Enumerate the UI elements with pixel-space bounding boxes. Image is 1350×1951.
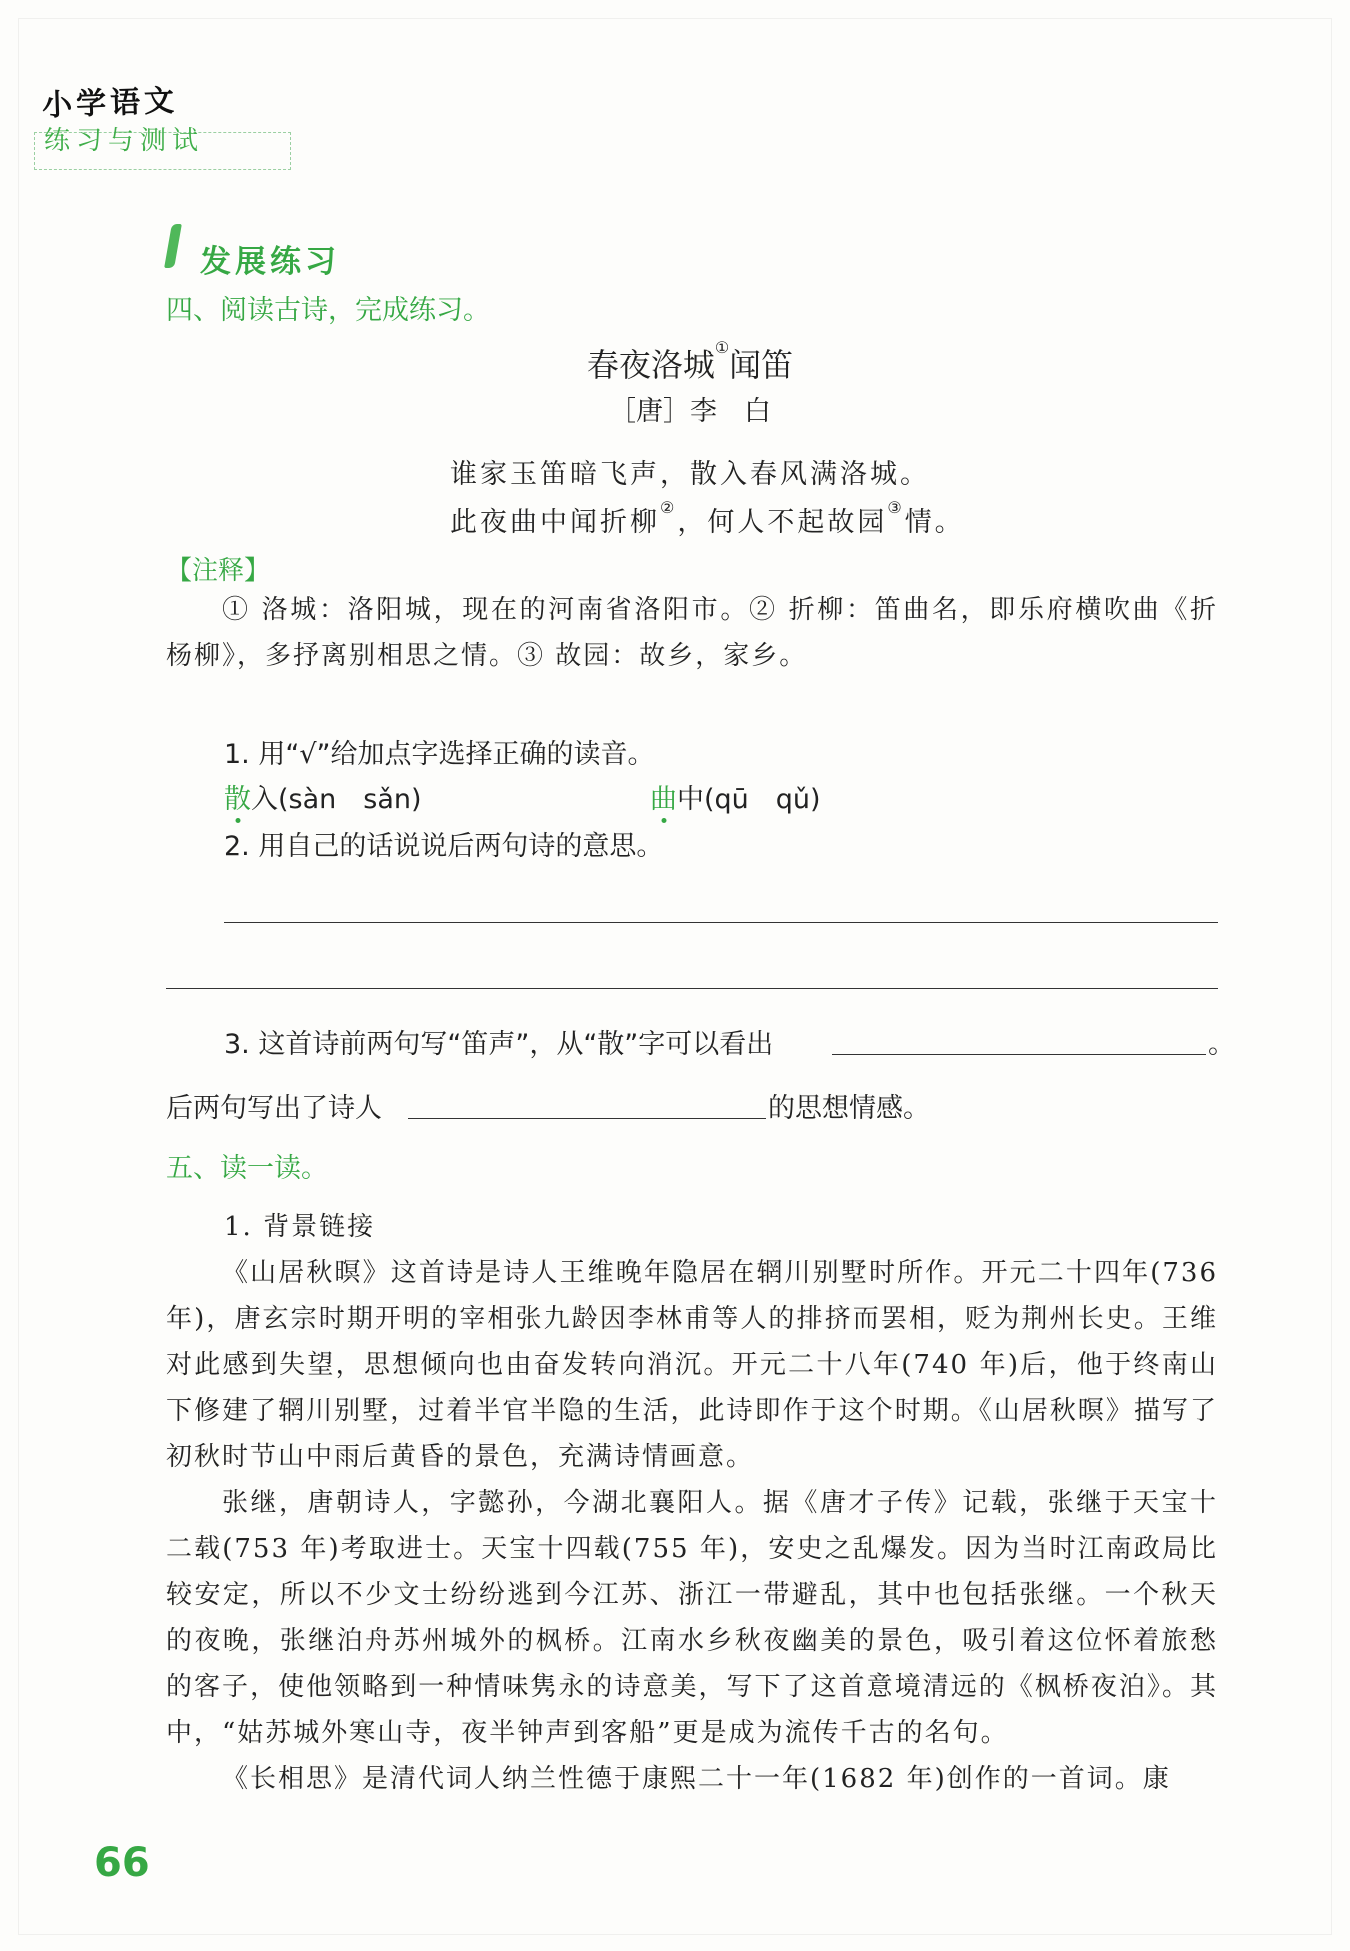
question-1-option-b[interactable]: 曲中(qū qǔ) bbox=[650, 784, 821, 815]
answer-blank-3a[interactable] bbox=[832, 1054, 1206, 1055]
answer-line-2[interactable] bbox=[166, 988, 1218, 989]
poem-author: ［唐］李 白 bbox=[609, 396, 771, 427]
section-title: 发展练习 bbox=[200, 244, 340, 280]
paragraph-3: 《长相思》是清代词人纳兰性德于康熙二十一年(1682 年)创作的一首词。康 bbox=[222, 1764, 1171, 1794]
question-1-option-a[interactable]: 散入(sàn sǎn) bbox=[224, 784, 422, 815]
question-3-end: 。 bbox=[1208, 1029, 1235, 1060]
dotted-char-qu: 曲 bbox=[650, 784, 677, 815]
question-3-part-2: 后两句写出了诗人 bbox=[166, 1093, 382, 1124]
background-link-title: 1. 背景链接 bbox=[224, 1212, 376, 1242]
poem-line-2: 此夜曲中闻折柳②，何人不起故园③情。 bbox=[450, 498, 965, 538]
notes-text: ① 洛城：洛阳城，现在的河南省洛阳市。② 折柳：笛曲名，即乐府横吹曲《折杨柳》，多抒离别相思之情。③ 故园：故乡，家乡。 bbox=[166, 595, 1218, 671]
question-3-part-2-end: 的思想情感。 bbox=[768, 1093, 930, 1124]
paragraph-2: 张继，唐朝诗人，字懿孙，今湖北襄阳人。据《唐才子传》记载，张继于天宝十二载(753 年)考取进士。天宝十四载(755 年)，安史之乱爆发。因为当时江南政局比较安定，所以不少文士纷纷逃到今江苏、浙江一带避乱，其中也包括张继。一个秋天的夜晚，张继泊舟苏州城外的枫桥。江南水乡秋夜幽美的景色，吸引着这位怀着旅愁的客子，使他领略到一种情味隽永的诗意美，写下了这首意境清远的《枫桥夜泊》。其中，“姑苏城外寒山寺，夜半钟声到客船”更是成为流传千古的名句。 bbox=[166, 1488, 1218, 1748]
page-number: 66 bbox=[94, 1840, 150, 1886]
book-subtitle: 练习与测试 bbox=[44, 126, 205, 156]
question-3-part-1: 3. 这首诗前两句写“笛声”，从“散”字可以看出 bbox=[224, 1029, 774, 1060]
paragraph-1: 《山居秋暝》这首诗是诗人王维晚年隐居在辋川别墅时所作。开元二十四年(736 年)，唐玄宗时期开明的宰相张九龄因李林甫等人的排挤而罢相，贬为荆州长史。王维对此感到失望，思想倾向也由奋发转向消沉。开元二十八年(740 年)后，他于终南山下修建了辋川别墅，过着半官半隐的生活，此诗即作于这个时期。《山居秋暝》描写了初秋时节山中雨后黄昏的景色，充满诗情画意。 bbox=[166, 1258, 1218, 1472]
answer-line-1[interactable] bbox=[224, 922, 1218, 923]
question-1: 1. 用“√”给加点字选择正确的读音。 bbox=[224, 739, 655, 770]
poem-line-1: 谁家玉笛暗飞声，散入春风满洛城。 bbox=[450, 459, 930, 490]
poem-title: 春夜洛城①闻笛 bbox=[586, 338, 794, 384]
question-4-heading: 四、阅读古诗，完成练习。 bbox=[166, 295, 490, 326]
section-5-heading: 五、读一读。 bbox=[166, 1153, 328, 1184]
question-2: 2. 用自己的话说说后两句诗的意思。 bbox=[224, 831, 664, 862]
book-title: 小学语文 bbox=[41, 83, 179, 124]
notes-label: 【注释】 bbox=[166, 556, 271, 586]
answer-blank-3b[interactable] bbox=[408, 1118, 766, 1119]
dotted-char-san: 散 bbox=[224, 784, 251, 815]
